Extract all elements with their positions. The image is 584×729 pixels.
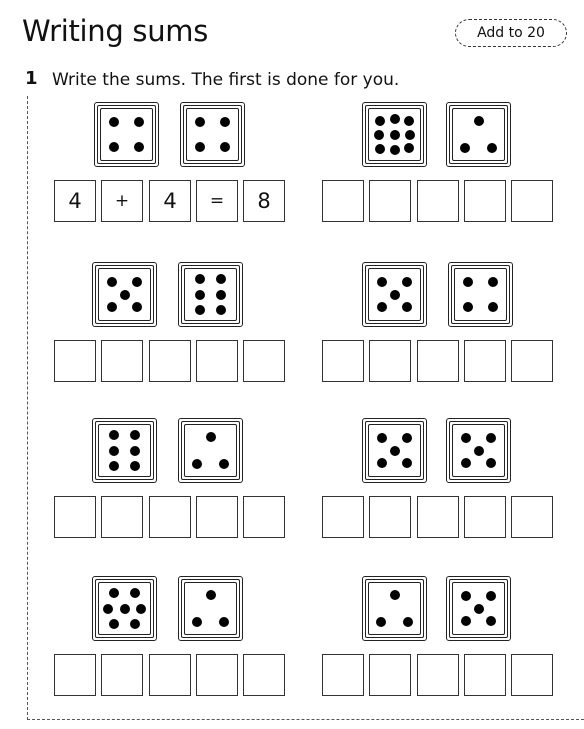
die-pip [130, 430, 140, 440]
answer-box[interactable] [322, 654, 364, 696]
die-pip [206, 590, 216, 600]
die-pip [488, 277, 498, 287]
die-3 [446, 102, 511, 167]
answer-box[interactable] [417, 496, 459, 538]
answer-box[interactable] [322, 496, 364, 538]
die-pip [132, 277, 142, 287]
answer-box[interactable] [417, 340, 459, 382]
die-pip [195, 290, 205, 300]
die-4 [448, 262, 513, 327]
answer-box[interactable] [511, 654, 553, 696]
die-pip [377, 277, 387, 287]
answer-box[interactable] [243, 340, 285, 382]
die-pip [402, 458, 412, 468]
die-5 [362, 418, 427, 483]
die-pip [109, 117, 119, 127]
die-pip [132, 302, 142, 312]
die-pip [390, 145, 400, 155]
die-pip [403, 617, 413, 627]
die-pip [219, 617, 229, 627]
die-pip [216, 305, 226, 315]
die-pip [487, 143, 497, 153]
die-pip [402, 302, 412, 312]
answer-box[interactable] [464, 654, 506, 696]
die-3 [362, 576, 427, 641]
question-number: 1 [25, 68, 38, 89]
answer-box[interactable] [54, 340, 96, 382]
answer-box-filled: 4 [54, 180, 96, 222]
die-pip [216, 290, 226, 300]
die-pip [460, 143, 470, 153]
page-frame-bottom [27, 719, 584, 720]
answer-box[interactable] [322, 180, 364, 222]
answer-box[interactable] [464, 180, 506, 222]
answer-box[interactable] [417, 654, 459, 696]
die-pip [474, 604, 484, 614]
die-pip [474, 116, 484, 126]
die-9 [362, 102, 427, 167]
die-pip [404, 143, 414, 153]
die-pip [120, 604, 130, 614]
die-7 [92, 576, 157, 641]
page-frame-left [27, 96, 28, 720]
die-pip [486, 591, 496, 601]
die-5 [92, 262, 157, 327]
die-pip [109, 430, 119, 440]
die-5 [362, 262, 427, 327]
die-pip [107, 277, 117, 287]
die-pip [405, 130, 415, 140]
answer-box[interactable] [54, 654, 96, 696]
die-pip [192, 617, 202, 627]
answer-box[interactable] [322, 340, 364, 382]
die-6 [92, 418, 157, 483]
die-pip [474, 446, 484, 456]
die-pip [206, 432, 216, 442]
answer-box[interactable] [101, 340, 143, 382]
answer-box[interactable] [196, 340, 238, 382]
answer-box[interactable] [464, 496, 506, 538]
die-3 [178, 576, 243, 641]
die-pip [130, 446, 140, 456]
answer-box[interactable] [511, 496, 553, 538]
die-pip [390, 290, 400, 300]
die-pip [130, 461, 140, 471]
die-pip [390, 130, 400, 140]
die-pip [377, 458, 387, 468]
answer-box[interactable] [149, 340, 191, 382]
answer-box[interactable] [243, 654, 285, 696]
die-pip [374, 130, 384, 140]
die-pip [461, 433, 471, 443]
die-5 [446, 418, 511, 483]
die-pip [463, 302, 473, 312]
die-pip [486, 616, 496, 626]
answer-box[interactable] [511, 340, 553, 382]
die-pip [130, 619, 140, 629]
die-pip [402, 277, 412, 287]
answer-box[interactable] [417, 180, 459, 222]
die-pip [375, 144, 385, 154]
die-pip [103, 604, 113, 614]
die-pip [109, 461, 119, 471]
die-pip [134, 117, 144, 127]
answer-box[interactable] [149, 496, 191, 538]
die-pip [130, 588, 140, 598]
die-pip [107, 302, 117, 312]
die-pip [195, 274, 205, 284]
answer-box[interactable] [101, 496, 143, 538]
die-pip [486, 458, 496, 468]
die-pip [109, 619, 119, 629]
die-pip [377, 302, 387, 312]
die-pip [134, 142, 144, 152]
die-pip [109, 142, 119, 152]
die-pip [461, 458, 471, 468]
die-pip [220, 142, 230, 152]
die-pip [390, 590, 400, 600]
answer-box-filled: 4 [149, 180, 191, 222]
die-4 [94, 102, 159, 167]
die-pip [109, 446, 119, 456]
die-pip [461, 616, 471, 626]
topic-tag: Add to 20 [455, 19, 567, 47]
die-pip [402, 433, 412, 443]
die-pip [375, 116, 385, 126]
die-pip [486, 433, 496, 443]
answer-box-filled: = [196, 180, 238, 222]
die-pip [390, 114, 400, 124]
die-pip [404, 116, 414, 126]
die-pip [488, 302, 498, 312]
answer-box[interactable] [101, 654, 143, 696]
answer-box-filled: + [101, 180, 143, 222]
die-4 [180, 102, 245, 167]
die-pip [461, 591, 471, 601]
answer-box-filled: 8 [243, 180, 285, 222]
answer-box[interactable] [511, 180, 553, 222]
die-5 [446, 576, 511, 641]
die-6 [178, 262, 243, 327]
die-pip [136, 604, 146, 614]
answer-box[interactable] [369, 496, 411, 538]
die-pip [219, 459, 229, 469]
die-3 [178, 418, 243, 483]
answer-box[interactable] [196, 496, 238, 538]
die-pip [192, 459, 202, 469]
answer-box[interactable] [243, 496, 285, 538]
die-pip [390, 446, 400, 456]
answer-box[interactable] [149, 654, 191, 696]
die-pip [195, 305, 205, 315]
die-pip [216, 274, 226, 284]
answer-box[interactable] [369, 180, 411, 222]
answer-box[interactable] [369, 340, 411, 382]
die-pip [220, 117, 230, 127]
question-instruction: Write the sums. The first is done for you. [52, 70, 400, 90]
answer-box[interactable] [464, 340, 506, 382]
answer-box[interactable] [196, 654, 238, 696]
answer-box[interactable] [369, 654, 411, 696]
die-pip [195, 117, 205, 127]
die-pip [463, 277, 473, 287]
die-pip [195, 142, 205, 152]
page-title: Writing sums [22, 14, 209, 48]
die-pip [120, 290, 130, 300]
die-pip [377, 433, 387, 443]
die-pip [376, 617, 386, 627]
answer-box[interactable] [54, 496, 96, 538]
die-pip [109, 588, 119, 598]
